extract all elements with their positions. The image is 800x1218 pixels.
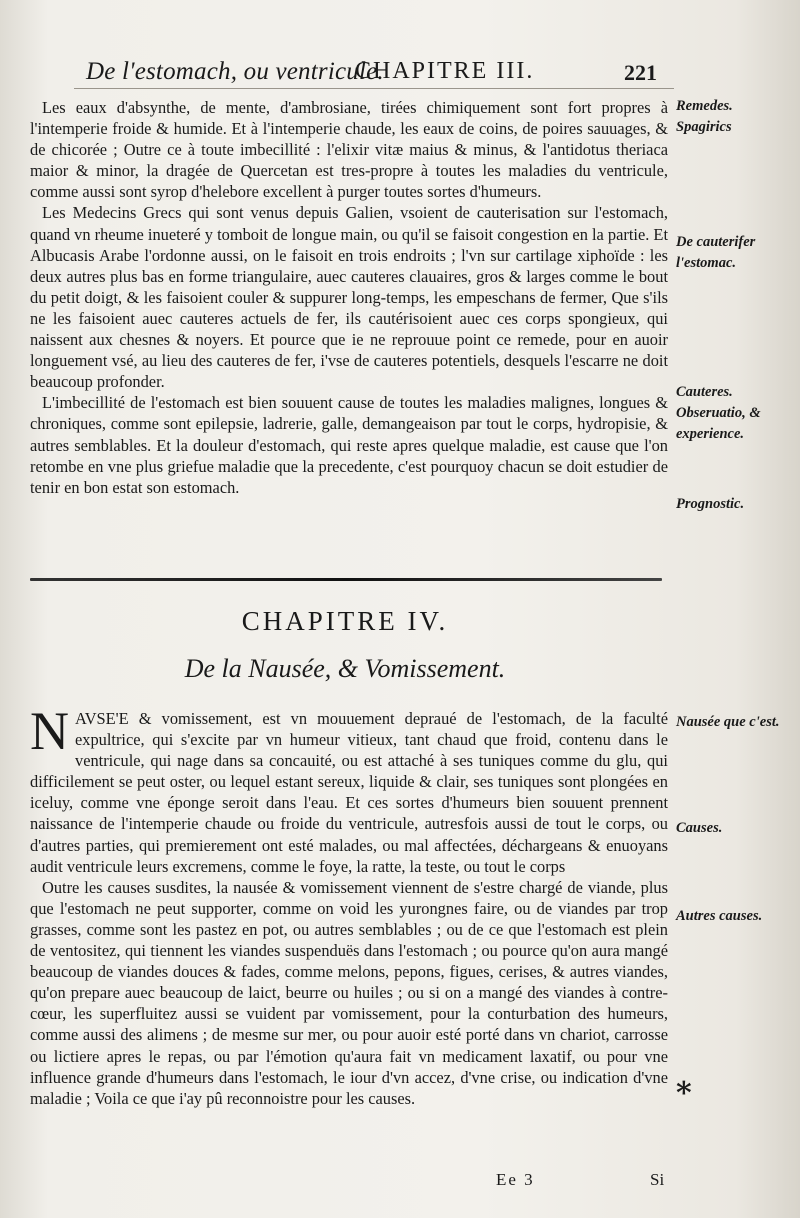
chapter4-subtitle: De la Nausée, & Vomissement. <box>184 654 506 683</box>
page-footer <box>0 1166 800 1196</box>
paragraph-text: AVSE'E & vomissement, est vn mouuement depraué de l'estomach, de la faculté expultrice, qui s'excite par vn humeur vitieux, tant chaud que froid, contenu dans le ventricule, qui nage dans sa concauité, ou est attaché à ses tuniques comme du glu, qui difficilement se peut oster, ou lequel estant sereux, liquide & clair, ses tuniques sont plongées en iceluy, comme vne éponge seroit dans l'eau. Et ces sortes d'humeurs bien souuent prennent naissance de l'intemperie chaude ou froide du ventricule, autresfois aussi de tout le corps, ou d'autres parties, qui premierement ont esté malades, ou mal affectées, déchargeans & enuoyans audit ventricule leurs excremens, comme le foye, la ratte, la teste, ou tout le corps <box>30 709 668 876</box>
margin-note: De cauterifer l'estomac. <box>676 234 756 271</box>
margin-note: Remedes. Spagirics <box>676 98 733 135</box>
chapter4-text <box>30 701 668 1109</box>
paragraph <box>30 701 668 877</box>
page-number: 221 <box>624 60 657 85</box>
margin-note: Autres causes. <box>676 908 763 924</box>
paragraph: Les eaux d'absynthe, de mente, d'ambrosiane, tirées chimiquement sont fort propres à l'intemperie froide & humide. Et à l'intemperie chaude, les eaux de coins, de poires sauuages, & de chicorée ; Outre ce à toute imbecillité : l'elixir vitæ maius & minus, & l'antidotus theriaca maior & minor, la dragée de Quercetan est tres-propre à toutes les maladies du ventricule, comme aussi sont syrop d'helebore excellent à purger toutes sortes d'humeurs. <box>30 98 668 202</box>
margin-note: Causes. <box>676 820 723 836</box>
section-divider <box>30 578 662 581</box>
margin-note: Cauteres. Obseruatio, & experience. <box>676 384 761 442</box>
paragraph: Les Medecins Grecs qui sont venus depuis Galien, vsoient de cauterisation sur l'estomach, quand vn rheume inueteré y tomboit de longue main, ou qu'il se faisoit congestion en la partie. Et Albucasis Arabe l'ordonne aussi, on le faisoit en trois endroits ; l'vn sur cartilage xiphoïde : les deux autres plus bas en forme triangulaire, auec cauteres clauaires, gros & larges comme le bout du petit doigt, & les faisoient couler & suppurer long-temps, les empeschans de fermer, Que s'ils ne les faisoient auec cauteres actuels de fer, ils cautérisoient auec ces corps spongieux, qui naissent aux chesnes & noyers. Et pource que ie ne reprouue point ce remede, pour en auoir longuement vsé, au lieu des cauteres de fer, i'vse de cauteres potentiels, desquels l'escarre ne doit beaucoup profonder. <box>30 203 668 392</box>
margin-note: Nausée que c'est. <box>676 714 780 730</box>
paragraph: L'imbecillité de l'estomach est bien souuent cause de toutes les maladies malignes, longues & chroniques, comme sont epilepsie, ladrerie, galle, demangeaison par tout le corps, hydropisie, & autres semblables. Et la douleur d'estomach, qui reste apres quelque maladie, est cause que l'on retombe en vne plus griefue maladie que la precedente, c'est pourquoy chacun se doit estudier de tenir en bon estat son estomach. <box>30 393 668 497</box>
running-title: De l'estomach, ou ventricule. <box>86 58 384 85</box>
margin-note: Prognostic. <box>676 496 745 512</box>
paragraph: Outre les causes susdites, la nausée & vomissement viennent de s'estre chargé de viande, plus que l'estomach ne peut supporter, comme on void les yurongnes faire, ou de viandes par trop grasses, comme sont les pastez en pot, ou autres semblables ; ou de ce que l'estomach est plein de ventositez, qui tiennent les viandes suspenduës dans l'estomach ; ou pource qu'on aura mangé beaucoup de viandes douces & fades, comme melons, pepons, figues, cerises, & autres viandes, qu'on prepare auec beaucoup de laict, beurre ou huiles ; ou si on a mangé des viandes à contre-cœur, les superfluitez aussi se vuident par vomissement, pour la conturbation des humeurs, comme aussi des alimens ; de mesme sur mer, ou pour auoir esté porté dans vn chariot, carrosse ou lictiere apres le repas, ou par l'émotion qu'aura fait vn medicament laxatif, ou pour vne influence grande d'humeurs dans l'estomach, le iour d'vn accez, d'vne crise, ou indication d'vne maladie ; Voila ce que i'ay pû reconnoistre pour les causes. <box>30 877 668 1108</box>
chapter3-text <box>30 97 668 498</box>
asterisk-mark: * <box>676 1076 692 1111</box>
signature-mark: Ee 3 <box>496 1170 535 1189</box>
drop-cap: N <box>30 701 69 761</box>
header-rule <box>74 88 674 89</box>
chapter-label: CHAPITRE III. <box>355 58 535 84</box>
catchword: Si <box>650 1170 665 1189</box>
chapter4-heading: CHAPITRE IV. <box>241 606 449 636</box>
running-header <box>0 52 800 92</box>
